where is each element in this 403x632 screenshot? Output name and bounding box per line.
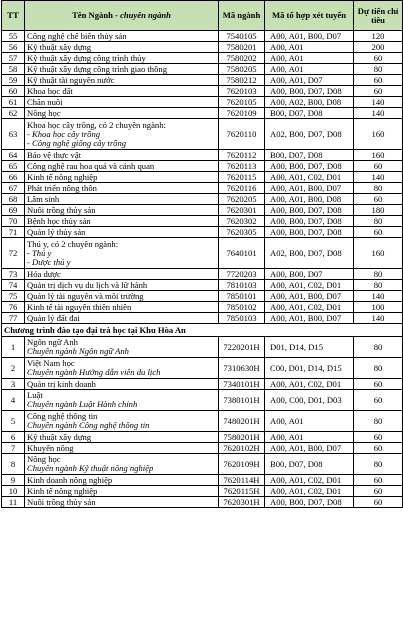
row-tt: 74	[2, 280, 25, 291]
row-ma-nganh: 7540105	[219, 31, 265, 42]
row-ma-nganh: 7620115	[219, 172, 265, 183]
row-ma-nganh: 7850101	[219, 291, 265, 302]
row-nganh-line: Công nghệ thông tin	[27, 411, 98, 421]
row-ten-nganh	[25, 53, 219, 64]
row-ma-nganh: 7620110	[219, 119, 265, 150]
row-to-hop: A00, A01	[265, 432, 354, 443]
row-nganh-line: Kinh doanh nông nghiệp	[27, 474, 113, 485]
row-ma-nganh: 7480201H	[219, 411, 265, 432]
row-ten-nganh	[25, 97, 219, 108]
table-row	[2, 379, 403, 390]
row-to-hop: A00, A01, C02, D01	[265, 280, 354, 291]
row-ten-nganh	[25, 379, 219, 390]
row-to-hop: A00, A01	[265, 411, 354, 432]
row-tt: 69	[2, 205, 25, 216]
table-row	[2, 108, 403, 119]
table-row	[2, 161, 403, 172]
row-ten-nganh	[25, 205, 219, 216]
table-row	[2, 194, 403, 205]
row-to-hop: A00, B00, D07, D08	[265, 227, 354, 238]
row-ten-nganh	[25, 108, 219, 119]
row-ma-nganh: 7620109	[219, 108, 265, 119]
row-tt: 66	[2, 172, 25, 183]
row-ten-nganh	[25, 161, 219, 172]
row-chi-tieu: 80	[354, 269, 403, 280]
row-chi-tieu: 80	[354, 183, 403, 194]
row-ma-nganh: 7580212	[219, 75, 265, 86]
row-nganh-line: Kinh tế nông nghiệp	[27, 171, 98, 182]
table-row	[2, 475, 403, 486]
row-chuyen-nganh: - Dược thú y	[27, 256, 71, 267]
row-chuyen-nganh: Chuyên ngành Công nghệ thông tin	[27, 420, 150, 430]
row-ten-nganh	[25, 497, 219, 508]
row-ma-nganh: 7340101H	[219, 379, 265, 390]
row-to-hop: A00, B00, D07, D08	[265, 216, 354, 227]
row-ma-nganh: 7580202	[219, 53, 265, 64]
row-tt: 64	[2, 150, 25, 161]
row-chuyen-nganh: Chuyên ngành Ngôn ngữ Anh	[27, 346, 129, 356]
row-chi-tieu: 160	[354, 119, 403, 150]
row-ten-nganh	[25, 216, 219, 227]
row-nganh-line: Khuyến nông	[27, 442, 74, 453]
section-row	[2, 324, 403, 337]
row-chi-tieu: 80	[354, 337, 403, 358]
row-nganh-line: Khoa học đất	[27, 85, 73, 96]
row-nganh-line: Nông học	[27, 107, 61, 118]
row-chi-tieu: 80	[354, 411, 403, 432]
row-tt: 10	[2, 486, 25, 497]
row-ten-nganh	[25, 302, 219, 313]
row-to-hop: B00, D07, D08	[265, 454, 354, 475]
table-row	[2, 183, 403, 194]
row-to-hop: A00, A02, B00, D08	[265, 97, 354, 108]
table-row	[2, 216, 403, 227]
row-ma-nganh: 7580201	[219, 42, 265, 53]
row-ten-nganh	[25, 75, 219, 86]
row-to-hop: A00, A01, B00, D07	[265, 313, 354, 324]
row-ten-nganh	[25, 172, 219, 183]
row-to-hop: A00, B00, D07, D08	[265, 86, 354, 97]
row-nganh-line: Kỹ thuật xây dựng	[27, 431, 92, 442]
row-tt: 77	[2, 313, 25, 324]
row-to-hop: A00, B00, D07	[265, 269, 354, 280]
row-chuyen-nganh: - Công nghệ giống cây trồng	[27, 137, 127, 148]
row-tt: 75	[2, 291, 25, 302]
row-ma-nganh: 7580205	[219, 64, 265, 75]
header-to-hop: Mã tổ hợp xét tuyển	[265, 1, 354, 31]
row-ten-nganh	[25, 443, 219, 454]
row-ten-nganh	[25, 475, 219, 486]
row-chi-tieu: 80	[354, 454, 403, 475]
row-to-hop: A02, B00, D07, D08	[265, 119, 354, 150]
row-nganh-line: Nuôi trồng thủy sản	[27, 496, 96, 507]
row-tt: 62	[2, 108, 25, 119]
row-ten-nganh	[25, 337, 219, 358]
row-to-hop: A00, A01, D07	[265, 75, 354, 86]
row-tt: 73	[2, 269, 25, 280]
row-tt: 57	[2, 53, 25, 64]
row-to-hop: A00, B00, D07, D08	[265, 205, 354, 216]
row-ten-nganh	[25, 64, 219, 75]
table-row	[2, 358, 403, 379]
row-tt: 70	[2, 216, 25, 227]
row-ma-nganh: 7620114H	[219, 475, 265, 486]
row-ma-nganh: 7810103	[219, 280, 265, 291]
row-tt: 76	[2, 302, 25, 313]
row-ma-nganh: 7220201H	[219, 337, 265, 358]
row-chi-tieu: 60	[354, 379, 403, 390]
table-row	[2, 86, 403, 97]
table-row	[2, 454, 403, 475]
row-to-hop: A00, A01, B00, D07	[265, 183, 354, 194]
row-chi-tieu: 60	[354, 443, 403, 454]
row-to-hop: A00, A01, B00, D08	[265, 194, 354, 205]
row-ten-nganh	[25, 86, 219, 97]
row-tt: 72	[2, 238, 25, 269]
row-chi-tieu: 80	[354, 64, 403, 75]
row-ma-nganh: 7620301	[219, 205, 265, 216]
row-ten-nganh	[25, 183, 219, 194]
row-nganh-line: Kinh tế nông nghiệp	[27, 485, 98, 496]
row-tt: 63	[2, 119, 25, 150]
row-nganh-line: Ngôn ngữ Anh	[27, 337, 78, 347]
row-nganh-line: Chăn nuôi	[27, 96, 63, 107]
row-nganh-line: Nông học	[27, 454, 61, 464]
row-chi-tieu: 60	[354, 497, 403, 508]
row-chi-tieu: 140	[354, 172, 403, 183]
row-ma-nganh: 7580201H	[219, 432, 265, 443]
row-ten-nganh	[25, 238, 219, 269]
table-row	[2, 150, 403, 161]
table-row	[2, 119, 403, 150]
row-tt: 68	[2, 194, 25, 205]
header-ten-nganh	[25, 1, 219, 31]
row-chi-tieu: 60	[354, 53, 403, 64]
row-nganh-line: Quản lý tài nguyên và môi trường	[27, 290, 144, 301]
row-chi-tieu: 60	[354, 86, 403, 97]
table-row	[2, 172, 403, 183]
row-chi-tieu: 160	[354, 150, 403, 161]
row-nganh-line: Việt Nam học	[27, 358, 75, 368]
row-nganh-line: Kinh tế tài nguyên thiên nhiên	[27, 301, 132, 312]
row-to-hop: D01, D14, D15	[265, 337, 354, 358]
row-ten-nganh	[25, 227, 219, 238]
row-nganh-line: Quản lý đất đai	[27, 312, 80, 323]
row-nganh-line: Công nghệ chế biến thủy sản	[27, 30, 127, 41]
row-chi-tieu: 140	[354, 97, 403, 108]
row-to-hop: C00, D01, D14, D15	[265, 358, 354, 379]
row-tt: 65	[2, 161, 25, 172]
row-nganh-line: Quản trị dịch vụ du lịch và lữ hành	[27, 279, 148, 290]
row-ma-nganh: 7850102	[219, 302, 265, 313]
header-ten-nganh-text: Tên Ngành -	[72, 10, 121, 20]
row-ten-nganh	[25, 390, 219, 411]
table-row	[2, 75, 403, 86]
row-chi-tieu: 60	[354, 194, 403, 205]
row-to-hop: A00, A01, C02, D01	[265, 475, 354, 486]
row-tt: 9	[2, 475, 25, 486]
row-chi-tieu: 60	[354, 227, 403, 238]
row-chi-tieu: 140	[354, 313, 403, 324]
row-chuyen-nganh: - Khoa học cây trồng	[27, 128, 101, 139]
row-to-hop: A00, A01, B00, D07	[265, 31, 354, 42]
header-tt: TT	[2, 1, 25, 31]
row-to-hop: A00, A01, B00, D07	[265, 443, 354, 454]
row-chuyen-nganh: Chuyên ngành Kỹ thuật nông nghiệp	[27, 463, 154, 473]
row-ten-nganh	[25, 432, 219, 443]
row-nganh-line: Khoa học cây trồng, có 2 chuyên ngành:	[27, 119, 166, 130]
row-to-hop: A00, A01, C02, D01	[265, 172, 354, 183]
row-nganh-line: Kỹ thuật tài nguyên nước	[27, 74, 115, 85]
row-tt: 5	[2, 411, 25, 432]
row-nganh-line: Bệnh học thủy sản	[27, 215, 91, 226]
row-to-hop: B00, D07, D08	[265, 150, 354, 161]
row-tt: 8	[2, 454, 25, 475]
table-row	[2, 313, 403, 324]
row-chi-tieu: 120	[354, 31, 403, 42]
row-ma-nganh: 7620109H	[219, 454, 265, 475]
row-chi-tieu: 60	[354, 161, 403, 172]
table-body-main	[2, 31, 403, 324]
table-body-hoa-an	[2, 337, 403, 508]
row-ten-nganh	[25, 291, 219, 302]
admission-table	[1, 0, 403, 508]
table-header-row	[2, 1, 403, 31]
table-row	[2, 443, 403, 454]
row-to-hop: A00, A01, C02, D01	[265, 379, 354, 390]
row-ten-nganh	[25, 454, 219, 475]
row-chi-tieu: 60	[354, 75, 403, 86]
row-ma-nganh: 7620305	[219, 227, 265, 238]
row-ma-nganh: 7620301H	[219, 497, 265, 508]
row-ma-nganh: 7380101H	[219, 390, 265, 411]
row-nganh-line: Kỹ thuật xây dựng công trình giao thông	[27, 63, 167, 74]
row-tt: 4	[2, 390, 25, 411]
row-nganh-line: Thú y, có 2 chuyên ngành:	[27, 238, 119, 249]
row-nganh-line: Hóa dược	[27, 268, 61, 279]
row-ten-nganh	[25, 31, 219, 42]
row-to-hop: A02, B00, D07, D08	[265, 238, 354, 269]
row-ma-nganh: 7640101	[219, 238, 265, 269]
row-ten-nganh	[25, 269, 219, 280]
table-row	[2, 205, 403, 216]
row-to-hop: A00, A01	[265, 64, 354, 75]
row-ten-nganh	[25, 42, 219, 53]
row-chi-tieu: 80	[354, 216, 403, 227]
row-to-hop: A00, A01, B00, D07	[265, 291, 354, 302]
row-to-hop: A00, B00, D07, D08	[265, 497, 354, 508]
row-nganh-line: Kỹ thuật xây dựng	[27, 41, 92, 52]
row-chi-tieu: 60	[354, 475, 403, 486]
table-row	[2, 31, 403, 42]
table-row	[2, 497, 403, 508]
row-ma-nganh: 7850103	[219, 313, 265, 324]
row-nganh-line: Lâm sinh	[27, 193, 60, 204]
row-nganh-line: Quản lý thủy sản	[27, 226, 86, 237]
row-chi-tieu: 180	[354, 205, 403, 216]
row-tt: 7	[2, 443, 25, 454]
row-ma-nganh: 7620102H	[219, 443, 265, 454]
row-ma-nganh: 7310630H	[219, 358, 265, 379]
row-tt: 2	[2, 358, 25, 379]
table-row	[2, 486, 403, 497]
table-row	[2, 64, 403, 75]
row-nganh-line: Nuôi trồng thủy sản	[27, 204, 96, 215]
row-to-hop: A00, A01, C02, D01	[265, 486, 354, 497]
row-chi-tieu: 60	[354, 432, 403, 443]
row-tt: 6	[2, 432, 25, 443]
row-ma-nganh: 7620112	[219, 150, 265, 161]
table-row	[2, 411, 403, 432]
row-ma-nganh: 7620205	[219, 194, 265, 205]
row-ten-nganh	[25, 119, 219, 150]
row-tt: 71	[2, 227, 25, 238]
row-to-hop: A00, A01, C02, D01	[265, 302, 354, 313]
row-ten-nganh	[25, 150, 219, 161]
row-ma-nganh: 7720203	[219, 269, 265, 280]
row-nganh-line: Luật	[27, 390, 43, 400]
row-to-hop: A00, A01	[265, 53, 354, 64]
row-chi-tieu: 100	[354, 302, 403, 313]
row-tt: 11	[2, 497, 25, 508]
row-ten-nganh	[25, 280, 219, 291]
row-chi-tieu: 60	[354, 486, 403, 497]
header-chuyen-nganh-text: chuyên ngành	[120, 10, 171, 20]
row-chi-tieu: 140	[354, 291, 403, 302]
table-row	[2, 302, 403, 313]
row-chuyen-nganh: Chuyên ngành Hướng dẫn viên du lịch	[27, 367, 161, 377]
table-row	[2, 42, 403, 53]
row-ma-nganh: 7620105	[219, 97, 265, 108]
row-to-hop: A00, A01	[265, 42, 354, 53]
row-ten-nganh	[25, 486, 219, 497]
row-ten-nganh	[25, 194, 219, 205]
row-tt: 67	[2, 183, 25, 194]
row-to-hop: A00, B00, D07, D08	[265, 161, 354, 172]
row-nganh-line: Quản trị kinh doanh	[27, 378, 96, 389]
row-tt: 3	[2, 379, 25, 390]
row-chi-tieu: 140	[354, 108, 403, 119]
row-nganh-line: Bảo vệ thực vật	[27, 149, 82, 160]
row-to-hop: A00, C00, D01, D03	[265, 390, 354, 411]
row-to-hop: B00, D07, D08	[265, 108, 354, 119]
row-ten-nganh	[25, 358, 219, 379]
row-chi-tieu: 80	[354, 358, 403, 379]
table-row	[2, 238, 403, 269]
table-row	[2, 337, 403, 358]
row-ma-nganh: 7620116	[219, 183, 265, 194]
row-ma-nganh: 7620302	[219, 216, 265, 227]
row-chi-tieu: 60	[354, 390, 403, 411]
header-ma-nganh: Mã ngành	[219, 1, 265, 31]
table-row	[2, 432, 403, 443]
table-row	[2, 97, 403, 108]
table-row	[2, 291, 403, 302]
row-chi-tieu: 80	[354, 280, 403, 291]
table-row	[2, 227, 403, 238]
row-chi-tieu: 160	[354, 238, 403, 269]
row-nganh-line: Kỹ thuật xây dựng công trình thủy	[27, 52, 146, 63]
header-chi-tieu: Dự tiến chỉ tiêu	[354, 1, 403, 31]
table-row	[2, 269, 403, 280]
row-chuyen-nganh: - Thú y	[27, 247, 52, 258]
row-tt: 1	[2, 337, 25, 358]
row-chuyen-nganh: Chuyên ngành Luật Hành chính	[27, 399, 138, 409]
table-body-section	[2, 324, 403, 337]
row-ma-nganh: 7620103	[219, 86, 265, 97]
row-ma-nganh: 7620115H	[219, 486, 265, 497]
row-tt: 55	[2, 31, 25, 42]
row-nganh-line: Công nghệ rau hoa quả và cảnh quan	[27, 160, 155, 171]
table-row	[2, 280, 403, 291]
row-ma-nganh: 7620113	[219, 161, 265, 172]
row-nganh-line: Phát triển nông thôn	[27, 182, 97, 193]
row-ten-nganh	[25, 411, 219, 432]
row-ten-nganh	[25, 313, 219, 324]
table-row	[2, 53, 403, 64]
row-chi-tieu: 200	[354, 42, 403, 53]
row-tt: 59	[2, 75, 25, 86]
row-tt: 56	[2, 42, 25, 53]
row-tt: 60	[2, 86, 25, 97]
row-tt: 58	[2, 64, 25, 75]
row-tt: 61	[2, 97, 25, 108]
table-row	[2, 390, 403, 411]
section-title: Chương trình đào tạo đại trà học tại Khu Hòa An	[2, 324, 403, 337]
